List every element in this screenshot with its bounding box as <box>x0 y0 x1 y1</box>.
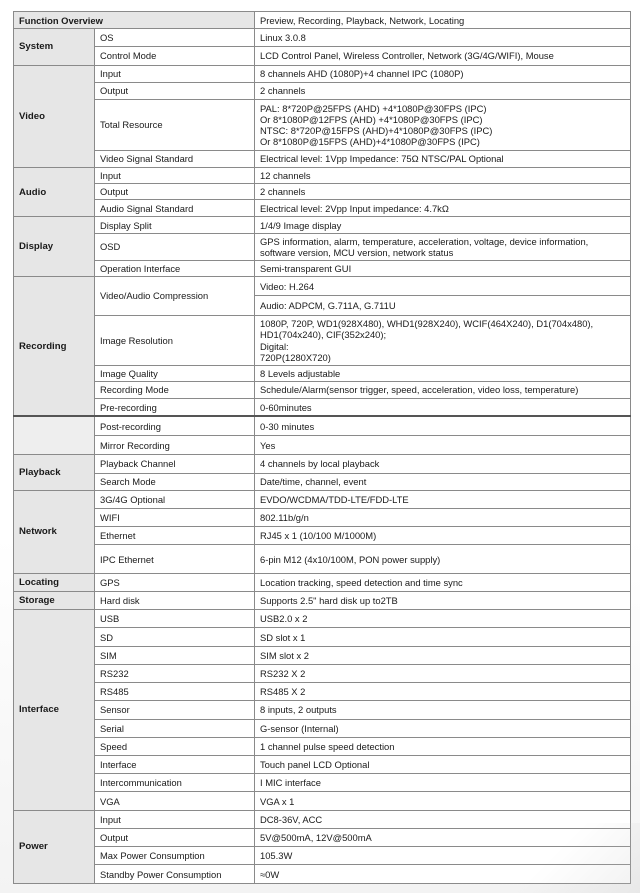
table-row <box>14 277 631 296</box>
item-label: Mirror Recording <box>95 436 255 455</box>
item-value: Electrical level: 2Vpp Input impedance: 4.7kΩ <box>255 200 631 217</box>
table-row <box>14 592 631 610</box>
table-row <box>14 100 631 151</box>
table-row <box>14 200 631 217</box>
item-label: GPS <box>95 573 255 591</box>
item-label: Post-recording <box>95 416 255 435</box>
table-row <box>14 315 631 366</box>
item-label: VGA <box>95 792 255 810</box>
item-label: Total Resource <box>95 100 255 151</box>
item-value: 1080P, 720P, WD1(928X480), WHD1(928X240), WCIF(464X240), D1(704x480), HD1(704x240), CIF(352x240); Digital: 720P(1280X720) <box>255 315 631 366</box>
item-value: 8 Levels adjustable <box>255 366 631 381</box>
table-row <box>14 774 631 792</box>
item-value: 105.3W <box>255 847 631 865</box>
table-row <box>14 683 631 701</box>
item-label: IPC Ethernet <box>95 545 255 573</box>
table-row <box>14 233 631 260</box>
category-power: Power <box>14 810 95 883</box>
item-label: RS485 <box>95 683 255 701</box>
item-value: Location tracking, speed detection and time sync <box>255 573 631 591</box>
table-row <box>14 184 631 200</box>
table-row <box>14 381 631 398</box>
item-value: 6-pin M12 (4x10/100M, PON power supply) <box>255 545 631 573</box>
table-row <box>14 416 631 435</box>
table-row <box>14 150 631 167</box>
item-value: I MIC interface <box>255 774 631 792</box>
item-label: Output <box>95 828 255 846</box>
item-value: RS485 X 2 <box>255 683 631 701</box>
item-label: SIM <box>95 646 255 664</box>
item-value: 8 channels AHD (1080P)+4 channel IPC (1080P) <box>255 65 631 82</box>
item-label: Intercommunication <box>95 774 255 792</box>
table-row <box>14 701 631 719</box>
item-value: Electrical level: 1Vpp Impedance: 75Ω NTSC/PAL Optional <box>255 150 631 167</box>
item-value: 802.11b/g/n <box>255 509 631 527</box>
item-value: RS232 X 2 <box>255 664 631 682</box>
category-storage: Storage <box>14 592 95 610</box>
item-label: SD <box>95 628 255 646</box>
corner-shading <box>500 823 640 893</box>
item-value: 8 inputs, 2 outputs <box>255 701 631 719</box>
table-row <box>14 737 631 755</box>
item-value: EVDO/WCDMA/TDD-LTE/FDD-LTE <box>255 490 631 508</box>
function-overview-heading: Function Overview <box>14 12 255 29</box>
item-label: Video Signal Standard <box>95 150 255 167</box>
item-label: OSD <box>95 233 255 260</box>
item-value: PAL: 8*720P@25FPS (AHD) +4*1080P@30FPS (IPC) Or 8*1080P@12FPS (AHD) +4*1080P@30FPS (IPC) NTSC: 8*720P@15FPS (AHD)+4*1080P@30FPS (IPC) Or 8*1080P@15FPS (AHD)+4*1080P@30FPS (IPC) <box>255 100 631 151</box>
table-row <box>14 646 631 664</box>
item-label: 3G/4G Optional <box>95 490 255 508</box>
table-row <box>14 628 631 646</box>
table-row <box>14 664 631 682</box>
table-row <box>14 167 631 183</box>
item-value: 2 channels <box>255 82 631 99</box>
table-row <box>14 509 631 527</box>
table-row <box>14 545 631 573</box>
item-value: Linux 3.0.8 <box>255 29 631 47</box>
item-label: Input <box>95 810 255 828</box>
table-row <box>14 573 631 591</box>
item-label: Max Power Consumption <box>95 847 255 865</box>
table-row <box>14 490 631 508</box>
table-row <box>14 366 631 381</box>
item-label: Input <box>95 167 255 183</box>
item-value: RJ45 x 1 (10/100 M/1000M) <box>255 527 631 545</box>
table-row <box>14 398 631 416</box>
item-value: 12 channels <box>255 167 631 183</box>
item-label: USB <box>95 610 255 628</box>
table-row <box>14 65 631 82</box>
table-row <box>14 436 631 455</box>
item-label: Output <box>95 82 255 99</box>
item-value: DC8-36V, ACC <box>255 810 631 828</box>
item-label: Input <box>95 65 255 82</box>
item-label: Image Resolution <box>95 315 255 366</box>
item-label: WIFI <box>95 509 255 527</box>
item-value: 0-30 minutes <box>255 416 631 435</box>
category-locating: Locating <box>14 573 95 591</box>
item-label: Serial <box>95 719 255 737</box>
item-value: SD slot x 1 <box>255 628 631 646</box>
item-label: Video/Audio Compression <box>95 277 255 315</box>
item-value: LCD Control Panel, Wireless Controller, Network (3G/4G/WIFI), Mouse <box>255 47 631 65</box>
item-label: Pre-recording <box>95 398 255 416</box>
table-row <box>14 473 631 490</box>
table-row <box>14 82 631 99</box>
category-recording: Recording <box>14 277 95 417</box>
category-display: Display <box>14 217 95 277</box>
item-value: 0-60minutes <box>255 398 631 416</box>
item-value: Yes <box>255 436 631 455</box>
item-label: Operation Interface <box>95 261 255 277</box>
category-playback: Playback <box>14 455 95 490</box>
table-row <box>14 261 631 277</box>
item-label: Standby Power Consumption <box>95 865 255 884</box>
table-row <box>14 527 631 545</box>
item-value: Touch panel LCD Optional <box>255 756 631 774</box>
item-value: 4 channels by local playback <box>255 455 631 473</box>
item-value: Audio: ADPCM, G.711A, G.711U <box>255 296 631 315</box>
table-row <box>14 217 631 233</box>
item-label: Image Quality <box>95 366 255 381</box>
category-network: Network <box>14 490 95 573</box>
item-value: ≈0W <box>255 865 631 884</box>
item-value: Schedule/Alarm(sensor trigger, speed, acceleration, video loss, temperature) <box>255 381 631 398</box>
item-value: Date/time, channel, event <box>255 473 631 490</box>
item-value: GPS information, alarm, temperature, acceleration, voltage, device information, software version, MCU version, network status <box>255 233 631 260</box>
table-row <box>14 12 631 29</box>
item-label: Display Split <box>95 217 255 233</box>
item-value: 1/4/9 Image display <box>255 217 631 233</box>
table-row <box>14 756 631 774</box>
item-value: G-sensor (Internal) <box>255 719 631 737</box>
category-interface: Interface <box>14 610 95 810</box>
item-label: Playback Channel <box>95 455 255 473</box>
table-row <box>14 610 631 628</box>
category-continued <box>14 416 95 454</box>
item-label: Control Mode <box>95 47 255 65</box>
specification-table <box>13 11 631 884</box>
item-label: Interface <box>95 756 255 774</box>
item-value: USB2.0 x 2 <box>255 610 631 628</box>
item-label: Ethernet <box>95 527 255 545</box>
category-audio: Audio <box>14 167 95 217</box>
table-row <box>14 792 631 810</box>
item-value: 2 channels <box>255 184 631 200</box>
table-row <box>14 47 631 65</box>
item-label: Output <box>95 184 255 200</box>
item-label: OS <box>95 29 255 47</box>
table-row <box>14 455 631 473</box>
item-value: 1 channel pulse speed detection <box>255 737 631 755</box>
item-label: Recording Mode <box>95 381 255 398</box>
item-value: SIM slot x 2 <box>255 646 631 664</box>
category-system: System <box>14 29 95 65</box>
item-value: 5V@500mA, 12V@500mA <box>255 828 631 846</box>
item-label: Hard disk <box>95 592 255 610</box>
item-value: Supports 2.5" hard disk up to2TB <box>255 592 631 610</box>
item-label: Speed <box>95 737 255 755</box>
item-value: Semi-transparent GUI <box>255 261 631 277</box>
function-overview-value: Preview, Recording, Playback, Network, Locating <box>255 12 631 29</box>
item-label: Search Mode <box>95 473 255 490</box>
item-label: Sensor <box>95 701 255 719</box>
table-row <box>14 29 631 47</box>
item-label: Audio Signal Standard <box>95 200 255 217</box>
item-value: Video: H.264 <box>255 277 631 296</box>
category-video: Video <box>14 65 95 167</box>
table-row <box>14 719 631 737</box>
item-value: VGA x 1 <box>255 792 631 810</box>
item-label: RS232 <box>95 664 255 682</box>
